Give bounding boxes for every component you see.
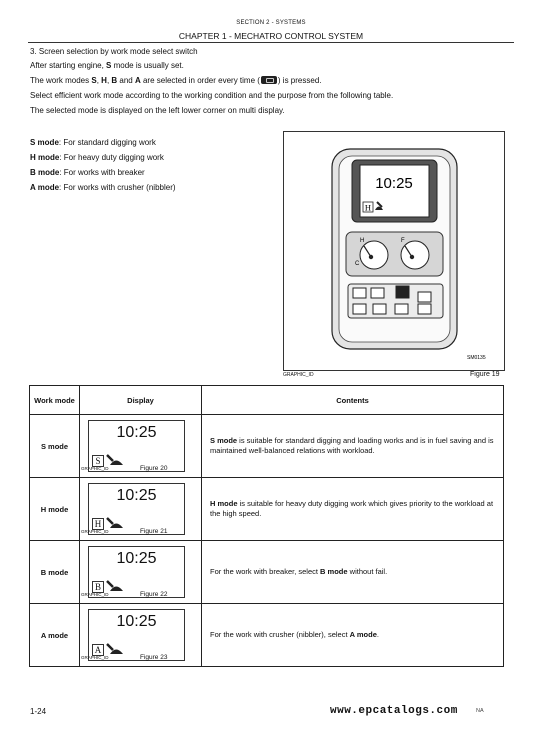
intro-line-2: The work modes S, H, B and A are selected in order every time ( ) is pressed. (30, 76, 322, 85)
fig19-caption: Figure 19 (470, 371, 500, 378)
table-row (30, 415, 504, 478)
mini-display (88, 609, 185, 661)
row-graphic-id: GRAPHIC_ID (81, 592, 109, 597)
table-header-row (30, 386, 504, 415)
multi-display-illustration (284, 132, 504, 370)
mini-mode-letter: S (92, 455, 104, 467)
table-row (30, 478, 504, 541)
work-mode-table (29, 385, 504, 667)
watermark-link[interactable]: www.epcatalogs.com (330, 705, 458, 717)
mode-list-item: B mode: For works with breaker (30, 168, 145, 177)
panel-button (373, 304, 386, 314)
mini-time: 10:25 (116, 613, 157, 630)
row-graphic-id: GRAPHIC_ID (81, 655, 109, 660)
mini-display (88, 546, 185, 598)
mini-mode-letter: A (92, 644, 104, 656)
intro-line-1: After starting engine, S mode is usually set. (30, 61, 184, 70)
mini-display (88, 420, 185, 472)
mode-list-item: S mode: For standard digging work (30, 138, 156, 147)
svg-text:H: H (360, 238, 365, 244)
row-mode: B mode (30, 541, 80, 604)
page-number: 1-24 (30, 707, 47, 716)
digging-turtle-icon (104, 640, 126, 656)
row-figure-caption: Figure 22 (140, 591, 168, 598)
mini-time: 10:25 (116, 424, 157, 441)
digging-turtle-icon (104, 514, 126, 530)
row-graphic-id: GRAPHIC_ID (81, 529, 109, 534)
water-temp-gauge (360, 241, 388, 269)
row-display (80, 478, 202, 541)
row-graphic-id: GRAPHIC_ID (81, 466, 109, 471)
mini-time: 10:25 (116, 487, 157, 504)
svg-text:C: C (355, 261, 360, 267)
mode-list-item: H mode: For heavy duty digging work (30, 153, 164, 162)
header-display: Display (80, 386, 202, 415)
svg-text:F: F (401, 238, 405, 244)
row-contents: For the work with crusher (nibbler), select A mode. (202, 604, 504, 667)
row-display (80, 541, 202, 604)
figure-19-box (283, 131, 505, 371)
row-figure-caption: Figure 23 (140, 654, 168, 661)
footer-code: NA (476, 708, 484, 714)
panel-button (353, 304, 366, 314)
section-header: SECTION 2 - SYSTEMS (236, 20, 306, 26)
row-contents: H mode is suitable for heavy duty digging work which gives priority to the workload at the high speed. (202, 478, 504, 541)
row-contents: For the work with breaker, select B mode without fail. (202, 541, 504, 604)
mini-mode-letter: B (92, 581, 104, 593)
mini-mode-letter: H (92, 518, 104, 530)
table-row (30, 541, 504, 604)
row-contents: S mode is suitable for standard digging and loading works and is in fuel saving and is maintained well-balanced relations with workload. (202, 415, 504, 478)
fig19-code: SM0135 (467, 355, 486, 361)
work-mode-button (396, 286, 409, 298)
mini-time: 10:25 (116, 550, 157, 567)
panel-button (418, 304, 431, 314)
intro-heading: 3. Screen selection by work mode select switch (30, 47, 198, 56)
fig19-graphic-id: GRAPHIC_ID (283, 372, 314, 378)
work-mode-switch-icon (261, 76, 277, 84)
header-work-mode: Work mode (30, 386, 80, 415)
intro-line-4: The selected mode is displayed on the left lower corner on multi display. (30, 106, 285, 115)
row-mode: A mode (30, 604, 80, 667)
panel-button (353, 288, 366, 298)
row-mode: S mode (30, 415, 80, 478)
header-contents: Contents (202, 386, 504, 415)
digging-turtle-icon (104, 577, 126, 593)
fig19-mode-letter: H (364, 202, 372, 213)
row-display (80, 604, 202, 667)
header-rule (28, 42, 514, 43)
row-mode: H mode (30, 478, 80, 541)
mode-list-item: A mode: For works with crusher (nibbler) (30, 183, 176, 192)
table-row (30, 604, 504, 667)
row-figure-caption: Figure 20 (140, 465, 168, 472)
fig19-time: 10:25 (375, 175, 413, 192)
fuel-gauge (401, 241, 429, 269)
panel-button (418, 292, 431, 302)
row-figure-caption: Figure 21 (140, 528, 168, 535)
intro-line-3: Select efficient work mode according to the working condition and the purpose from the following table. (30, 91, 394, 100)
digging-turtle-icon (104, 451, 126, 467)
mini-display (88, 483, 185, 535)
panel-button (371, 288, 384, 298)
chapter-title: CHAPTER 1 - MECHATRO CONTROL SYSTEM (178, 31, 364, 41)
row-display (80, 415, 202, 478)
panel-button (395, 304, 408, 314)
